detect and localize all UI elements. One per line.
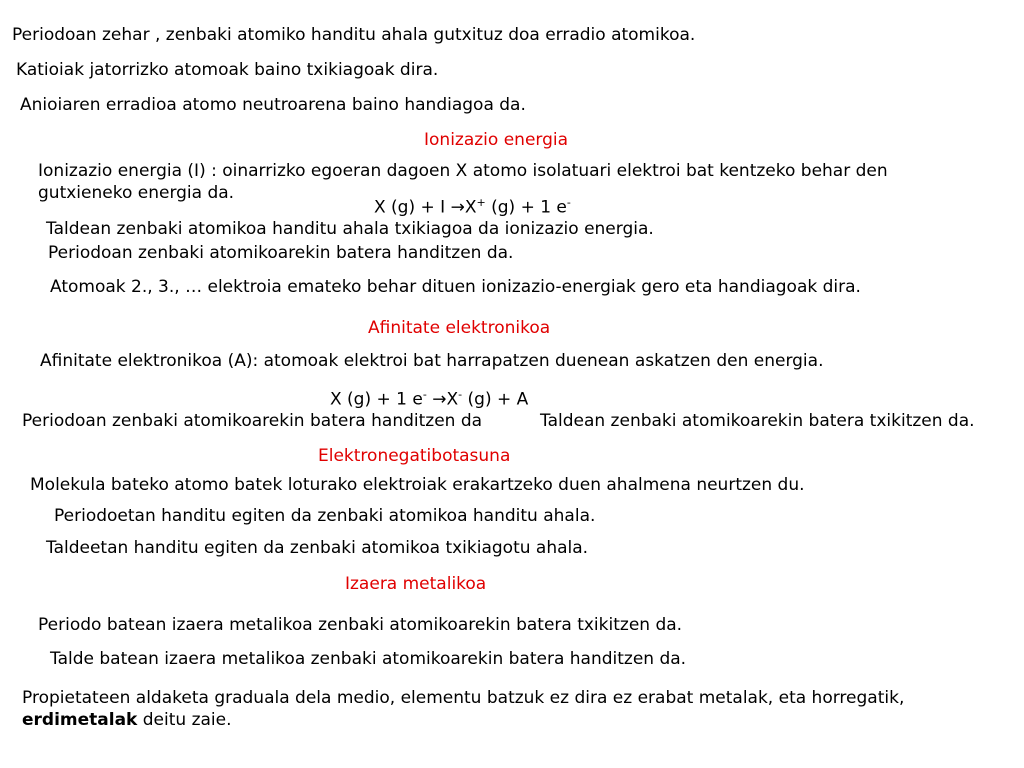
metallic-line-1: Periodo batean izaera metalikoa zenbaki atomikoarekin batera txikitzen da. [38,615,683,635]
electron-charge: - [422,388,427,401]
equation-product: X [464,197,477,218]
conclusion-paragraph [22,687,1012,731]
affinity-heading: Afinitate elektronikoa [368,318,551,338]
conclusion-text-end: deitu zaie. [137,710,232,730]
ionization-line-2: Periodoan zenbaki atomikoarekin batera handitzen da. [48,243,514,263]
electronegativity-heading: Elektronegatibotasuna [318,446,511,466]
equation-charge: - [458,388,463,401]
equation-left: X (g) + 1 e [330,389,423,410]
equation-left: X (g) + I [374,197,451,218]
electronegativity-line-1: Periodoetan handitu egiten da zenbaki atomikoa handitu ahala. [54,506,596,526]
arrow-icon: → [450,197,465,218]
affinity-period-line: Periodoan zenbaki atomikoarekin batera handitzen da [22,411,483,431]
radius-line-1: Periodoan zehar , zenbaki atomiko handitu ahala gutxituz doa erradio atomikoa. [12,25,696,45]
electronegativity-line-2: Taldeetan handitu egiten da zenbaki atomikoa txikiagotu ahala. [46,538,589,558]
radius-line-2: Katioiak jatorrizko atomoak baino txikiagoak dira. [16,60,439,80]
equation-rest: (g) + 1 e [485,197,567,218]
equation-rest: (g) + A [462,389,529,410]
electron-charge: - [566,196,571,209]
affinity-definition: Afinitate elektronikoa (A): atomoak elektroi bat harrapatzen duenean askatzen den energia. [40,351,824,371]
ionization-definition-line-1: Ionizazio energia (I) : oinarrizko egoeran dagoen X atomo isolatuari elektroi bat kentzeko behar den [38,161,888,181]
arrow-icon: → [426,389,447,410]
metallic-heading: Izaera metalikoa [345,574,487,594]
conclusion-text: Propietateen aldaketa graduala dela medio, elementu batzuk ez dira ez erabat metalak, eta horregatik, [22,688,905,708]
ionization-line-1: Taldean zenbaki atomikoa handitu ahala txikiagoa da ionizazio energia. [46,219,654,239]
affinity-equation [330,384,528,411]
ionization-definition-line-2: gutxieneko energia da. [38,183,235,203]
ionization-line-3: Atomoak 2., 3., … elektroia emateko behar dituen ionizazio-energiak gero eta handiagoak dira. [50,277,861,297]
electronegativity-definition: Molekula bateko atomo batek loturako elektroiak erakartzeko duen ahalmena neurtzen du. [30,475,805,495]
radius-line-3: Anioiaren erradioa atomo neutroarena baino handiagoa da. [20,95,526,115]
conclusion-term: erdimetalak [22,710,138,730]
equation-charge: + [476,196,486,209]
ionization-equation [374,192,571,219]
metallic-line-2: Talde batean izaera metalikoa zenbaki atomikoarekin batera handitzen da. [50,649,687,669]
ionization-heading: Ionizazio energia [424,130,569,150]
affinity-group-line: Taldean zenbaki atomikoarekin batera txikitzen da. [540,411,975,431]
equation-product: X [446,389,459,410]
